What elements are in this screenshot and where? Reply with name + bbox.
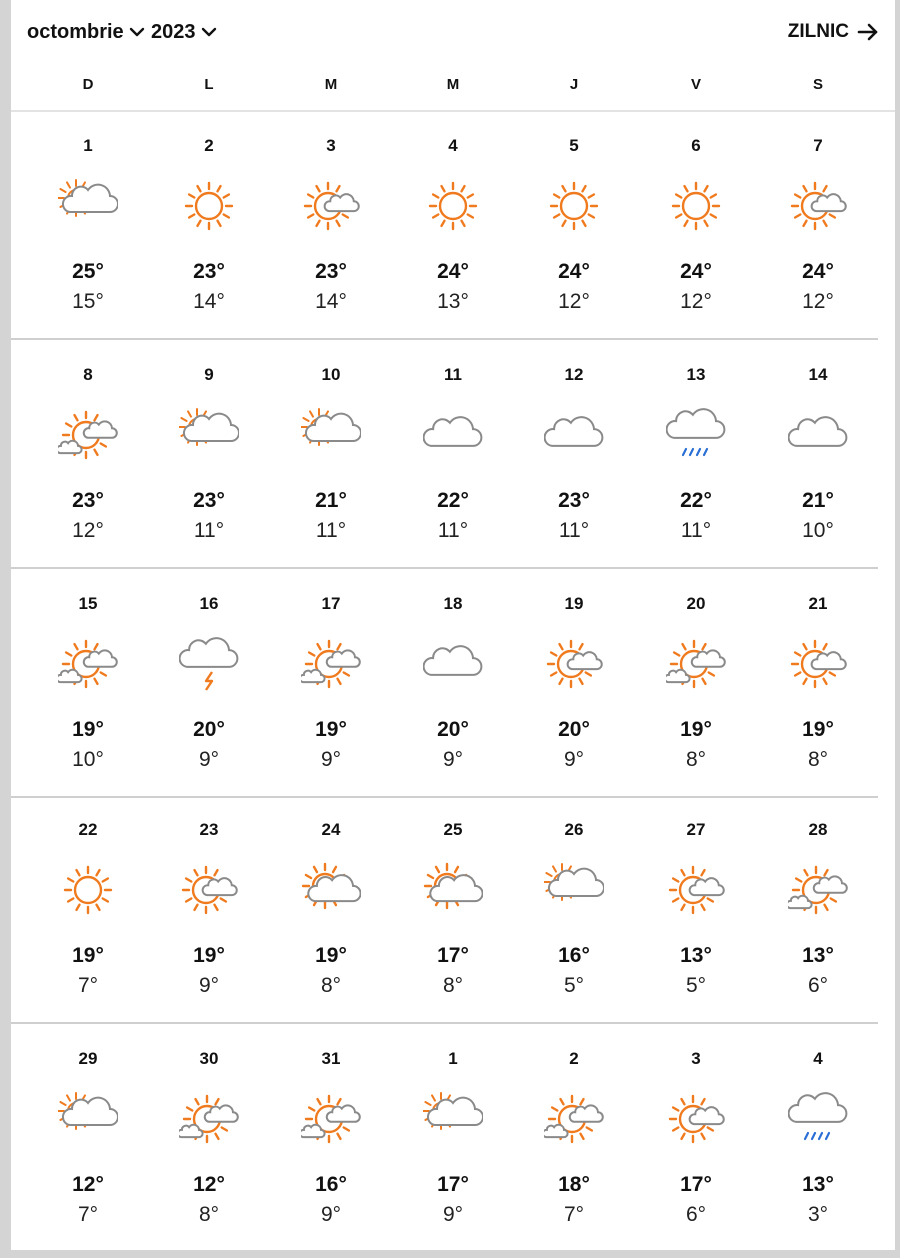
day-cell[interactable] [159,1049,259,1249]
sun-icon [179,176,239,236]
day-number: 14 [808,365,828,384]
min-temperature: 9° [198,748,220,771]
month-label: octombrie [27,20,124,43]
max-temperature: 22° [437,489,469,512]
sun-haze-icon [301,634,361,694]
sun-haze-icon [58,405,118,465]
day-cell[interactable] [646,136,746,336]
weekday-label: J [569,76,579,93]
day-number: 15 [78,594,98,613]
weekday-label: M [324,76,338,93]
day-number: 6 [691,136,701,155]
day-cell[interactable] [159,136,259,336]
max-temperature: 20° [437,718,469,741]
min-temperature: 6° [685,1203,707,1226]
min-temperature: 8° [198,1203,220,1226]
chevron-down-icon [128,23,146,41]
weekday-label: D [82,76,94,93]
week-divider [11,1022,878,1024]
weekday-header-row [11,62,895,112]
min-temperature: 7° [563,1203,585,1226]
day-number: 10 [321,365,341,384]
sun-small-cloud-icon [179,860,239,920]
sun-cloud-icon [423,1089,483,1149]
day-cell[interactable] [38,594,138,794]
day-number: 31 [321,1049,341,1068]
max-temperature: 12° [193,1173,225,1196]
day-cell[interactable] [768,136,868,336]
day-cell[interactable] [38,820,138,1020]
max-temperature: 19° [802,718,834,741]
sun-icon [544,176,604,236]
day-cell[interactable] [38,365,138,565]
daily-view-link[interactable] [788,18,879,46]
week-divider [11,796,878,798]
day-number: 26 [564,820,584,839]
min-temperature: 8° [807,748,829,771]
sun-small-cloud-icon [544,634,604,694]
sun-small-cloud-icon [788,176,848,236]
day-number: 25 [443,820,463,839]
min-temperature: 12° [72,519,104,542]
day-cell[interactable] [768,594,868,794]
max-temperature: 24° [437,260,469,283]
max-temperature: 23° [193,489,225,512]
month-dropdown[interactable] [27,18,146,46]
day-number: 9 [204,365,214,384]
max-temperature: 19° [193,944,225,967]
week-divider [11,338,878,340]
rain-icon [788,1089,848,1149]
min-temperature: 12° [680,290,712,313]
min-temperature: 15° [72,290,104,313]
sun-icon [666,176,726,236]
min-temperature: 11° [558,519,590,542]
day-number: 19 [564,594,584,613]
day-number: 18 [443,594,463,613]
sun-icon [423,176,483,236]
day-number: 24 [321,820,341,839]
day-cell[interactable] [646,594,746,794]
max-temperature: 17° [437,944,469,967]
day-cell[interactable] [281,365,381,565]
day-cell[interactable] [281,1049,381,1249]
day-number: 11 [444,365,462,384]
day-cell[interactable] [159,365,259,565]
min-temperature: 12° [558,290,590,313]
day-cell[interactable] [524,136,624,336]
day-cell[interactable] [403,594,503,794]
sun-big-cloud-icon [423,860,483,920]
min-temperature: 9° [442,1203,464,1226]
weekday-label: S [812,76,823,93]
sun-small-cloud-icon [301,176,361,236]
max-temperature: 24° [558,260,590,283]
weekday-label: V [690,76,701,93]
max-temperature: 23° [315,260,347,283]
chevron-down-icon [200,23,218,41]
day-cell[interactable] [403,1049,503,1249]
day-cell[interactable] [159,594,259,794]
max-temperature: 13° [802,1173,834,1196]
day-cell[interactable] [403,820,503,1020]
day-number: 16 [199,594,219,613]
max-temperature: 19° [315,944,347,967]
sun-icon [58,860,118,920]
sun-haze-icon [544,1089,604,1149]
cloud-icon [544,405,604,465]
day-number: 2 [204,136,214,155]
max-temperature: 21° [802,489,834,512]
sun-cloud-icon [544,860,604,920]
day-cell[interactable] [38,136,138,336]
min-temperature: 13° [437,290,469,313]
max-temperature: 16° [315,1173,347,1196]
min-temperature: 10° [802,519,834,542]
day-cell[interactable] [38,1049,138,1249]
max-temperature: 24° [680,260,712,283]
day-number: 22 [78,820,98,839]
day-number: 28 [808,820,828,839]
sun-haze-icon [666,634,726,694]
max-temperature: 12° [72,1173,104,1196]
min-temperature: 11° [315,519,347,542]
min-temperature: 9° [320,1203,342,1226]
day-cell[interactable] [159,820,259,1020]
max-temperature: 17° [680,1173,712,1196]
day-cell[interactable] [403,365,503,565]
day-cell[interactable] [281,594,381,794]
calendar-header [11,0,895,62]
day-cell[interactable] [281,820,381,1020]
max-temperature: 19° [72,718,104,741]
max-temperature: 19° [315,718,347,741]
sun-haze-icon [788,860,848,920]
day-cell[interactable] [646,365,746,565]
week-divider [11,567,878,569]
day-cell[interactable] [646,1049,746,1249]
cloud-icon [423,634,483,694]
max-temperature: 24° [802,260,834,283]
day-number: 8 [83,365,93,384]
day-cell[interactable] [768,820,868,1020]
day-cell[interactable] [524,594,624,794]
max-temperature: 19° [680,718,712,741]
min-temperature: 6° [807,974,829,997]
sun-small-cloud-icon [666,1089,726,1149]
sun-big-cloud-icon [301,860,361,920]
min-temperature: 10° [72,748,104,771]
day-number: 3 [691,1049,701,1068]
daily-view-label: ZILNIC [787,21,849,42]
cloud-icon [788,405,848,465]
sun-cloud-icon [58,1089,118,1149]
day-cell[interactable] [524,1049,624,1249]
max-temperature: 23° [72,489,104,512]
max-temperature: 25° [72,260,104,283]
day-cell[interactable] [524,365,624,565]
min-temperature: 9° [442,748,464,771]
day-number: 4 [448,136,458,155]
min-temperature: 5° [685,974,707,997]
day-number: 5 [569,136,579,155]
min-temperature: 11° [193,519,225,542]
sun-small-cloud-icon [666,860,726,920]
day-number: 27 [686,820,706,839]
thunder-icon [179,634,239,694]
max-temperature: 18° [558,1173,590,1196]
day-number: 1 [83,136,93,155]
weekday-label: M [446,76,460,93]
sun-haze-icon [301,1089,361,1149]
day-cell[interactable] [646,820,746,1020]
year-dropdown[interactable] [151,18,218,46]
min-temperature: 8° [685,748,707,771]
max-temperature: 23° [558,489,590,512]
min-temperature: 9° [320,748,342,771]
day-number: 17 [321,594,341,613]
rain-icon [666,405,726,465]
day-number: 2 [569,1049,579,1068]
max-temperature: 13° [802,944,834,967]
day-number: 20 [686,594,706,613]
day-number: 23 [199,820,219,839]
arrow-right-icon [857,23,879,41]
min-temperature: 11° [680,519,712,542]
max-temperature: 20° [558,718,590,741]
day-cell[interactable] [768,365,868,565]
year-label: 2023 [151,20,196,43]
day-cell[interactable] [524,820,624,1020]
day-number: 29 [78,1049,98,1068]
min-temperature: 3° [807,1203,829,1226]
max-temperature: 23° [193,260,225,283]
day-number: 1 [448,1049,458,1068]
min-temperature: 9° [198,974,220,997]
sun-cloud-icon [301,405,361,465]
cloud-icon [423,405,483,465]
max-temperature: 21° [315,489,347,512]
max-temperature: 13° [680,944,712,967]
sun-cloud-icon [58,176,118,236]
calendar-panel [11,0,895,1250]
sun-haze-icon [58,634,118,694]
day-number: 7 [813,136,823,155]
day-number: 12 [564,365,584,384]
min-temperature: 14° [315,290,347,313]
max-temperature: 19° [72,944,104,967]
max-temperature: 20° [193,718,225,741]
day-cell[interactable] [768,1049,868,1249]
weekday-label: L [204,76,214,93]
day-number: 13 [686,365,706,384]
min-temperature: 8° [442,974,464,997]
min-temperature: 11° [437,519,469,542]
day-number: 30 [199,1049,219,1068]
min-temperature: 8° [320,974,342,997]
min-temperature: 7° [77,974,99,997]
day-cell[interactable] [281,136,381,336]
day-number: 3 [326,136,336,155]
min-temperature: 7° [77,1203,99,1226]
min-temperature: 5° [563,974,585,997]
day-number: 21 [808,594,828,613]
sun-cloud-icon [179,405,239,465]
min-temperature: 14° [193,290,225,313]
day-number: 4 [813,1049,823,1068]
day-cell[interactable] [403,136,503,336]
max-temperature: 22° [680,489,712,512]
min-temperature: 9° [563,748,585,771]
sun-haze-icon [179,1089,239,1149]
min-temperature: 12° [802,290,834,313]
max-temperature: 17° [437,1173,469,1196]
max-temperature: 16° [558,944,590,967]
sun-small-cloud-icon [788,634,848,694]
